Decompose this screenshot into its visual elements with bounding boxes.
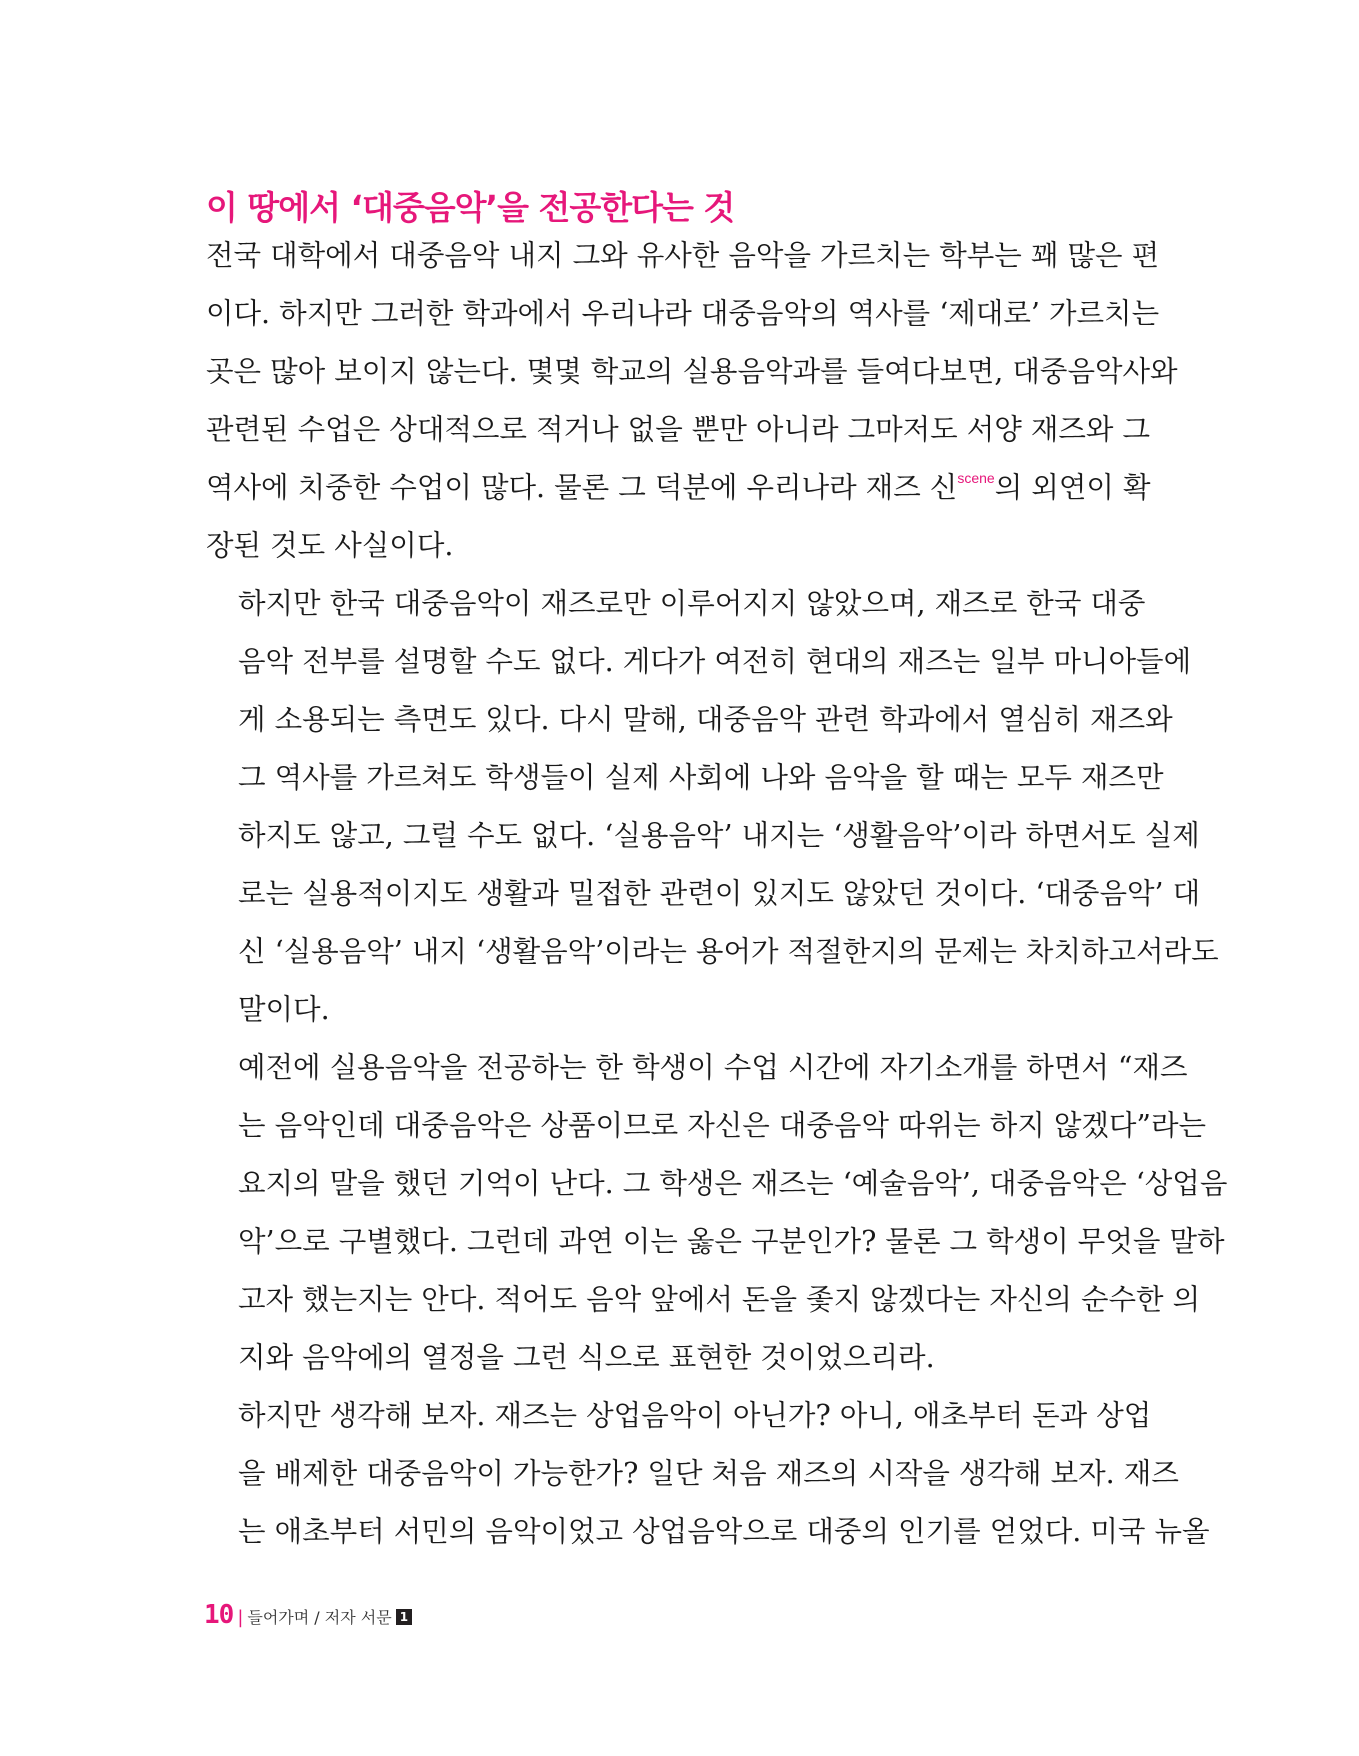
text-line-with-annotation (206, 459, 1151, 517)
body-text (206, 227, 1228, 1561)
page-footer (204, 1600, 412, 1630)
text-line: 지와 음악에의 열정을 그런 식으로 표현한 것이었으리라. (238, 1341, 935, 1374)
text-line: 하지만 한국 대중음악이 재즈로만 이루어지지 않았으며, 재즈로 한국 대중 (238, 587, 1146, 620)
paragraph-4 (206, 1387, 1210, 1561)
page-title: 이 땅에서 ‘대중음악’을 전공한다는 것 (206, 188, 735, 228)
chapter-badge: 1 (396, 1609, 412, 1625)
text-line: 곳은 많아 보이지 않는다. 몇몇 학교의 실용음악과를 들여다보면, 대중음악사와 (206, 355, 1178, 388)
paragraph-1 (206, 227, 1178, 575)
text-line: 는 음악인데 대중음악은 상품이므로 자신은 대중음악 따위는 하지 않겠다”라는 (238, 1109, 1207, 1142)
text-line: 말이다. (238, 993, 330, 1026)
text-line: 장된 것도 사실이다. (206, 529, 454, 562)
paragraph-2 (206, 575, 1219, 1039)
text-line: 게 소용되는 측면도 있다. 다시 말해, 대중음악 관련 학과에서 열심히 재즈와 (238, 703, 1173, 736)
text-line: 이다. 하지만 그러한 학과에서 우리나라 대중음악의 역사를 ‘제대로’ 가르치는 (206, 297, 1160, 330)
text-line: 신 ‘실용음악’ 내지 ‘생활음악’이라는 용어가 적절한지의 문제는 차치하고서라도 (238, 935, 1219, 968)
footer-separator: | (237, 1607, 244, 1628)
text-line: 을 배제한 대중음악이 가능한가? 일단 처음 재즈의 시작을 생각해 보자. 재즈 (238, 1457, 1179, 1490)
text-line: 음악 전부를 설명할 수도 없다. 게다가 여전히 현대의 재즈는 일부 마니아들에 (238, 645, 1192, 678)
text-line: 악’으로 구별했다. 그런데 과연 이는 옳은 구분인가? 물론 그 학생이 무엇을 말하 (238, 1225, 1225, 1258)
text-line: 요지의 말을 했던 기억이 난다. 그 학생은 재즈는 ‘예술음악’, 대중음악은 ‘상업음 (238, 1167, 1228, 1200)
scene-annotation: scene (957, 470, 995, 486)
text-segment: 의 외연이 확 (994, 471, 1151, 504)
section-title: 들어가며 / 저자 서문 (247, 1608, 392, 1627)
text-line: 고자 했는지는 안다. 적어도 음악 앞에서 돈을 좇지 않겠다는 자신의 순수한 의 (238, 1283, 1201, 1316)
text-line: 하지만 생각해 보자. 재즈는 상업음악이 아닌가? 아니, 애초부터 돈과 상업 (238, 1399, 1152, 1432)
text-line: 로는 실용적이지도 생활과 밀접한 관련이 있지도 않았던 것이다. ‘대중음악’ 대 (238, 877, 1201, 910)
text-segment: 역사에 치중한 수업이 많다. 물론 그 덕분에 우리나라 재즈 신 (206, 471, 958, 504)
text-line: 전국 대학에서 대중음악 내지 그와 유사한 음악을 가르치는 학부는 꽤 많은 편 (206, 239, 1160, 272)
text-line: 그 역사를 가르쳐도 학생들이 실제 사회에 나와 음악을 할 때는 모두 재즈만 (238, 761, 1164, 794)
text-line: 예전에 실용음악을 전공하는 한 학생이 수업 시간에 자기소개를 하면서 “재즈 (238, 1051, 1188, 1084)
paragraph-3 (206, 1039, 1228, 1387)
text-line: 하지도 않고, 그럴 수도 없다. ‘실용음악’ 내지는 ‘생활음악’이라 하면서도 실제 (238, 819, 1200, 852)
text-line: 관련된 수업은 상대적으로 적거나 없을 뿐만 아니라 그마저도 서양 재즈와 그 (206, 413, 1151, 446)
page-number: 10 (204, 1600, 234, 1630)
text-line: 는 애초부터 서민의 음악이었고 상업음악으로 대중의 인기를 얻었다. 미국 뉴올 (238, 1515, 1210, 1548)
